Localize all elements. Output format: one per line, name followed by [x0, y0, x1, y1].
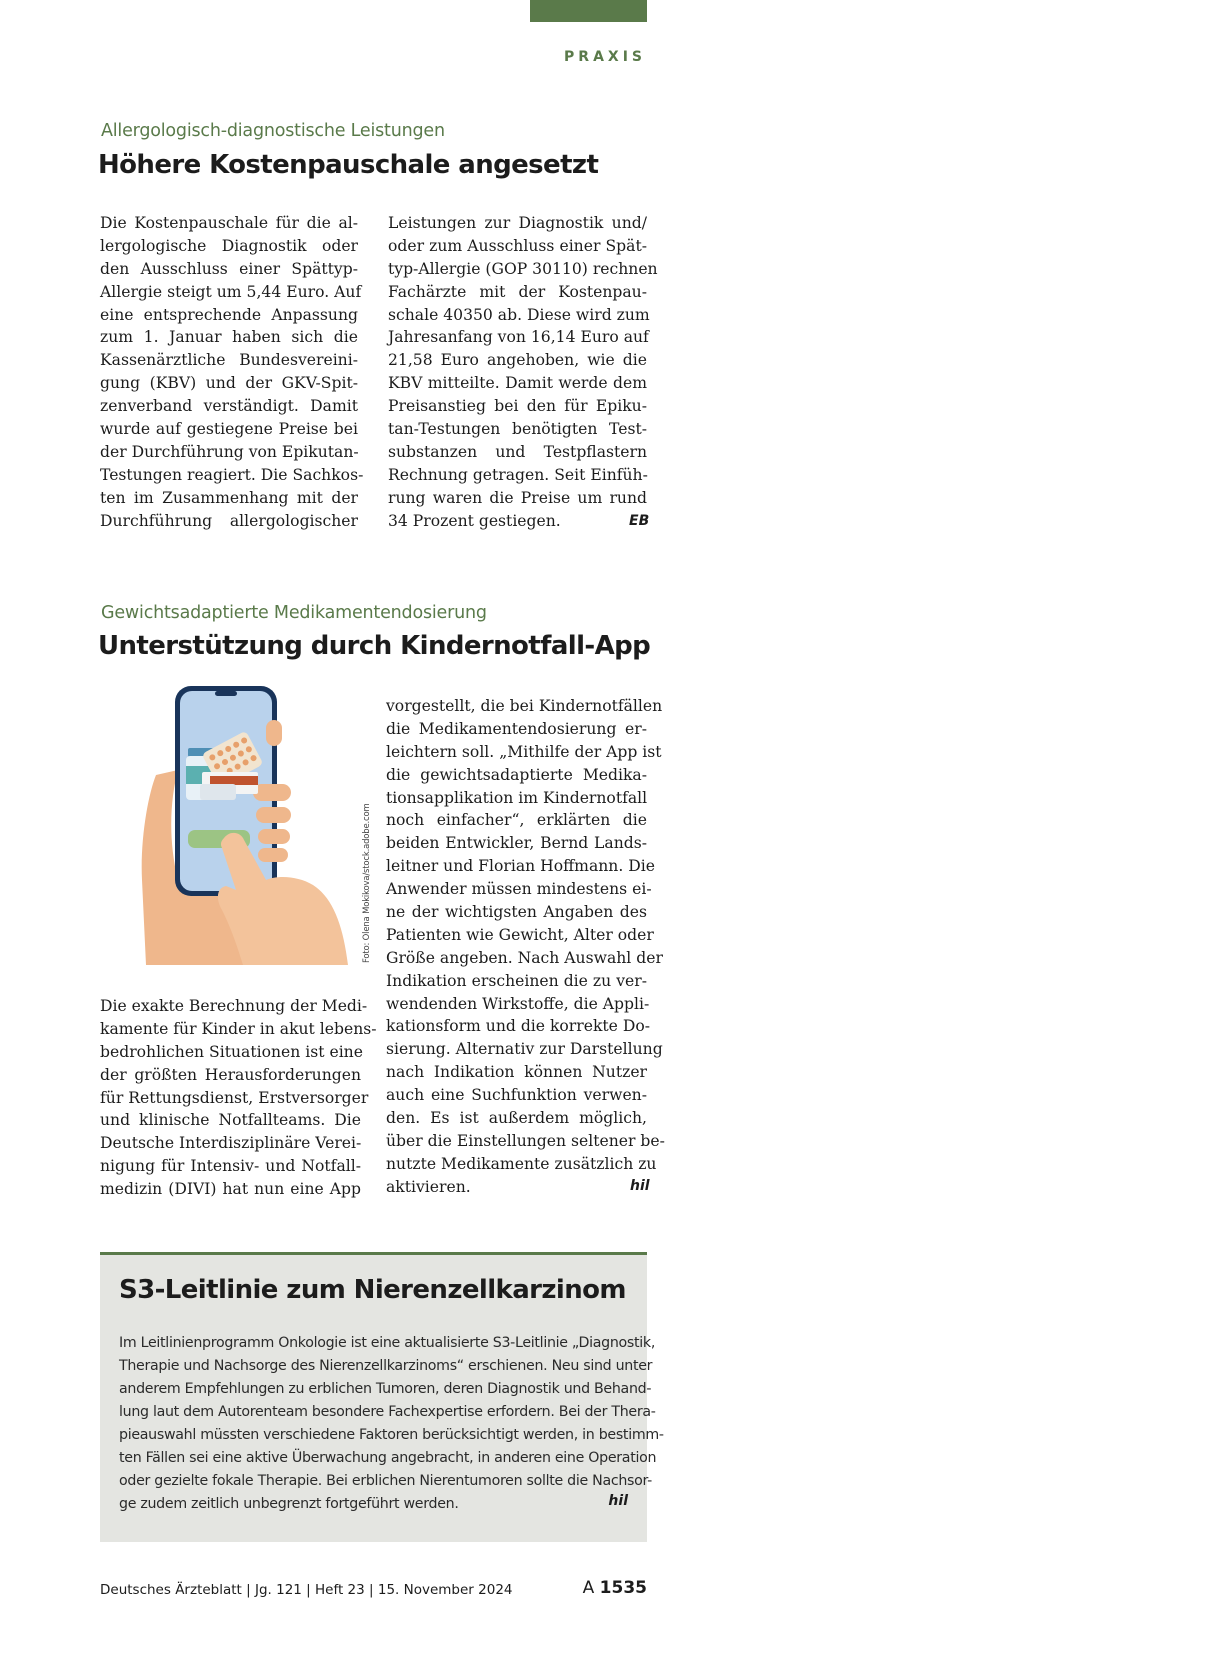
article2-column-2: [386, 695, 665, 1199]
photo-credit: Foto: Olena Mokikova/stock.adobe.com: [362, 803, 372, 963]
text-line: der größten Herausforderungen: [100, 1065, 361, 1084]
text-line: kationsform und die korrekte Do-: [386, 1017, 651, 1036]
text-line: pieauswahl müssten verschiedene Faktoren berücksichtigt werden, in bestimm-: [119, 1427, 664, 1443]
text-line: die Medikamentendosierung er-: [386, 719, 647, 738]
text-line: noch einfacher“, erklärten die: [386, 811, 647, 830]
text-line: den Ausschluss einer Spättyp-: [100, 259, 358, 278]
page-number: [583, 1578, 647, 1598]
phone-in-hand-illustration: [138, 680, 353, 965]
text-line: Deutsche Interdisziplinäre Verei-: [100, 1134, 362, 1153]
text-line: nigung für Intensiv- und Notfall-: [100, 1157, 361, 1176]
text-line: substanzen und Testpflastern: [388, 442, 647, 461]
text-line: gung (KBV) und der GKV-Spit-: [100, 374, 358, 393]
text-line: Im Leitlinienprogramm Onkologie ist eine aktualisierte S3-Leitlinie „Diagnostik,: [119, 1335, 656, 1351]
article2-signature: hil: [630, 1178, 650, 1194]
info-box-signature: hil: [608, 1493, 628, 1509]
article2-kicker: Gewichtsadaptierte Medikamentendosierung: [101, 603, 487, 623]
text-line: typ-Allergie (GOP 30110) rechnen: [388, 259, 658, 278]
text-line: oder gezielte fokale Therapie. Bei erblichen Nierentumoren sollte die Nachsor-: [119, 1473, 652, 1489]
text-line: Größe angeben. Nach Auswahl der: [386, 948, 663, 967]
text-line: ge zudem zeitlich unbegrenzt fortgeführt werden.: [119, 1496, 459, 1512]
text-line: wurde auf gestiegene Preise bei: [100, 420, 358, 439]
article1-column-1: [100, 212, 364, 532]
journal-citation: Deutsches Ärzteblatt | Jg. 121 | Heft 23 | 15. November 2024: [100, 1582, 513, 1598]
text-line: beiden Entwickler, Bernd Lands-: [386, 834, 647, 853]
text-line: den. Es ist außerdem möglich,: [386, 1109, 647, 1128]
text-line: tionsapplikation im Kindernotfall: [386, 788, 648, 807]
page-number-value: 1535: [599, 1578, 647, 1598]
text-line: 34 Prozent gestiegen.: [388, 511, 561, 530]
text-line: Kassenärztliche Bundesvereini-: [100, 351, 358, 370]
text-line: rung waren die Preise um rund: [388, 488, 647, 507]
article2-column-1: [100, 995, 377, 1201]
text-line: ten im Zusammenhang mit der: [100, 488, 358, 507]
text-line: bedrohlichen Situationen ist eine: [100, 1042, 363, 1061]
text-line: Therapie und Nachsorge des Nierenzellkarzinoms“ erschienen. Neu sind unter: [119, 1358, 653, 1374]
article2-headline: Unterstützung durch Kindernotfall-App: [98, 631, 651, 661]
text-line: Die Kostenpauschale für die al-: [100, 214, 358, 232]
article1-kicker: Allergologisch-diagnostische Leistungen: [101, 121, 445, 141]
text-line: Patienten wie Gewicht, Alter oder: [386, 925, 654, 944]
text-line: Anwender müssen mindestens ei-: [386, 880, 652, 899]
text-line: anderem Empfehlungen zu erblichen Tumoren, deren Diagnostik und Behand-: [119, 1381, 652, 1397]
text-line: auch eine Suchfunktion verwen-: [386, 1086, 647, 1105]
page-prefix: A: [582, 1578, 595, 1598]
article1-signature: EB: [629, 513, 650, 529]
text-line: der Durchführung von Epikutan-: [100, 442, 359, 461]
text-line: aktivieren.: [386, 1177, 471, 1196]
text-line: Testungen reagiert. Die Sachkos-: [100, 465, 364, 484]
text-line: medizin (DIVI) hat nun eine App: [100, 1180, 361, 1199]
text-line: Indikation erscheinen die zu ver-: [386, 971, 647, 990]
text-line: lergologische Diagnostik oder: [100, 236, 358, 255]
info-box-text: [119, 1332, 664, 1516]
text-line: eine entsprechende Anpassung: [100, 305, 358, 324]
text-line: KBV mitteilte. Damit werde dem: [388, 374, 647, 393]
text-line: oder zum Ausschluss einer Spät-: [388, 236, 647, 255]
text-line: schale 40350 ab. Diese wird zum: [388, 305, 650, 324]
text-line: Durchführung allergologischer: [100, 511, 358, 530]
text-line: Preisanstieg bei den für Epiku-: [388, 397, 647, 416]
text-line: Fachärzte mit der Kostenpau-: [388, 282, 647, 301]
info-box: [100, 1252, 664, 1542]
section-label: PRAXIS: [564, 49, 646, 65]
text-line: Jahresanfang von 16,14 Euro auf: [388, 328, 649, 347]
text-line: sierung. Alternativ zur Darstellung: [386, 1040, 663, 1059]
text-line: 21,58 Euro angehoben, wie die: [388, 351, 647, 370]
text-line: wendenden Wirkstoffe, die Appli-: [386, 994, 650, 1013]
section-color-bar: [530, 0, 647, 22]
text-line: Leistungen zur Diagnostik und/: [388, 214, 647, 232]
text-line: nach Indikation können Nutzer: [386, 1063, 647, 1082]
text-line: Rechnung getragen. Seit Einfüh-: [388, 465, 648, 484]
text-line: lung laut dem Autorenteam besondere Fachexpertise erfordern. Bei der Thera-: [119, 1404, 656, 1420]
text-line: kamente für Kinder in akut lebens-: [100, 1019, 377, 1038]
text-line: nutzte Medikamente zusätzlich zu: [386, 1154, 657, 1173]
text-line: über die Einstellungen seltener be-: [386, 1131, 665, 1150]
text-line: Die exakte Berechnung der Medi-: [100, 997, 368, 1015]
text-line: und klinische Notfallteams. Die: [100, 1111, 361, 1130]
text-line: die gewichtsadaptierte Medika-: [386, 765, 647, 784]
text-line: tan-Testungen benötigten Test-: [388, 420, 647, 439]
text-line: vorgestellt, die bei Kindernotfällen: [386, 697, 663, 715]
article1-column-2: [388, 212, 658, 532]
text-line: zenverband verständigt. Damit: [100, 397, 358, 416]
text-line: für Rettungsdienst, Erstversorger: [100, 1088, 369, 1107]
article1-headline: Höhere Kostenpauschale angesetzt: [98, 150, 599, 180]
text-line: ten Fällen sei eine aktive Überwachung angebracht, in anderen eine Operation: [119, 1450, 657, 1466]
text-line: ne der wichtigsten Angaben des: [386, 903, 647, 922]
info-box-title: S3-Leitlinie zum Nierenzellkarzinom: [119, 1275, 626, 1305]
text-line: Allergie steigt um 5,44 Euro. Auf: [100, 282, 362, 301]
text-line: leitner und Florian Hoffmann. Die: [386, 857, 655, 876]
text-line: zum 1. Januar haben sich die: [100, 328, 358, 347]
text-line: leichtern soll. „Mithilfe der App ist: [386, 742, 662, 761]
